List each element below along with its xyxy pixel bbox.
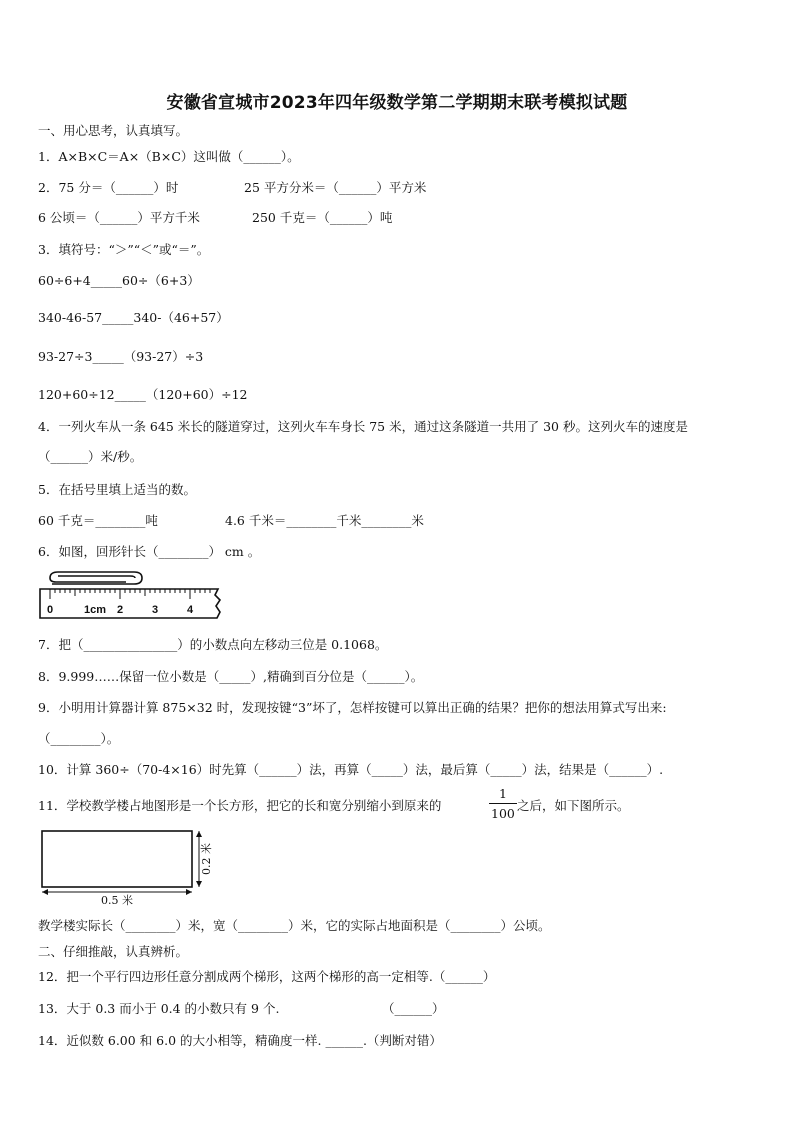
page-title: 安徽省宣城市2023年四年级数学第二学期期末联考模拟试题 xyxy=(166,93,628,113)
question-5-part-a: 60 千克＝________吨 xyxy=(38,513,158,528)
ruler-label: 0 xyxy=(46,604,54,616)
building-rectangle xyxy=(42,831,192,887)
paperclip-icon xyxy=(50,572,142,584)
fraction-one-hundredth xyxy=(489,786,517,821)
ruler-label: 3 xyxy=(151,604,159,616)
question-2-part-a: 2．75 分＝（______）时 xyxy=(38,180,179,195)
fraction-numerator: 1 xyxy=(498,786,507,801)
question-11-line-1: 11．学校教学楼占地图形是一个长方形，把它的长和宽分别缩小到原来的 xyxy=(38,798,442,813)
question-10: 10．计算 360÷（70-4×16）时先算（______）法，再算（_____）法，最后算（_____）法，结果是（______）. xyxy=(38,762,664,777)
question-3-item-d: 120+60÷12_____（120+60）÷12 xyxy=(38,387,248,402)
question-1: 1．A×B×C＝A×（B×C）这叫做（______）。 xyxy=(38,149,300,164)
fraction-bar xyxy=(489,803,517,804)
ruler-label: 4 xyxy=(186,604,194,616)
width-label: 0.5 米 xyxy=(101,894,133,907)
question-3-item-a: 60÷6+4_____60÷（6+3） xyxy=(38,273,200,288)
fraction-denominator: 100 xyxy=(491,806,515,821)
question-4-line-1: 4．一列火车从一条 645 米长的隧道穿过，这列火车车身长 75 米，通过这条隧道一共用了 30 秒。这列火车的速度是 xyxy=(38,419,688,434)
question-11-line-2: 教学楼实际长（________）米，宽（________）米，它的实际占地面积是（________）公顷。 xyxy=(38,918,551,933)
question-12: 12．把一个平行四边形任意分割成两个梯形，这两个梯形的高一定相等.（______） xyxy=(38,969,496,984)
ruler-label: 2 xyxy=(116,604,124,616)
question-2-part-b: 25 平方分米＝（______）平方米 xyxy=(244,180,427,195)
question-5-part-b: 4.6 千米＝________千米________米 xyxy=(225,513,424,528)
question-2-part-d: 250 千克＝（______）吨 xyxy=(252,210,393,225)
ruler-figure xyxy=(38,568,228,620)
question-3: 3．填符号：“＞”“＜”或“＝”。 xyxy=(38,242,210,257)
rectangle-figure xyxy=(38,826,218,908)
height-label: 0.2 米 xyxy=(200,843,213,875)
section-2-heading: 二、仔细推敲，认真辨析。 xyxy=(38,944,189,959)
ruler-label: 1cm xyxy=(83,604,107,616)
question-9-line-2: （________）。 xyxy=(38,731,120,746)
question-14: 14．近似数 6.00 和 6.0 的大小相等，精确度一样. ______.（判断对错） xyxy=(38,1033,442,1048)
question-7: 7．把（_______________）的小数点向左移动三位是 0.1068。 xyxy=(38,637,388,652)
question-6: 6．如图，回形针长（________） cm 。 xyxy=(38,544,261,559)
question-13: 13．大于 0.3 而小于 0.4 的小数只有 9 个. xyxy=(38,1001,280,1016)
question-8: 8．9.999……保留一位小数是（_____）,精确到百分位是（______）。 xyxy=(38,669,424,684)
question-3-item-c: 93-27÷3_____（93-27）÷3 xyxy=(38,349,204,364)
question-13-answer-blank: （______） xyxy=(382,1001,445,1016)
question-11-line-1-end: 之后，如下图所示。 xyxy=(517,798,630,813)
question-5: 5．在括号里填上适当的数。 xyxy=(38,482,196,497)
question-3-item-b: 340-46-57_____340-（46+57） xyxy=(38,310,229,325)
question-2-part-c: 6 公顷＝（______）平方千米 xyxy=(38,210,200,225)
section-1-heading: 一、用心思考，认真填写。 xyxy=(38,123,189,138)
question-9-line-1: 9．小明用计算器计算 875×32 时，发现按键“3”坏了，怎样按键可以算出正确的结果？把你的想法用算式写出来: xyxy=(38,700,667,715)
question-4-line-2: （______）米/秒。 xyxy=(38,449,143,464)
